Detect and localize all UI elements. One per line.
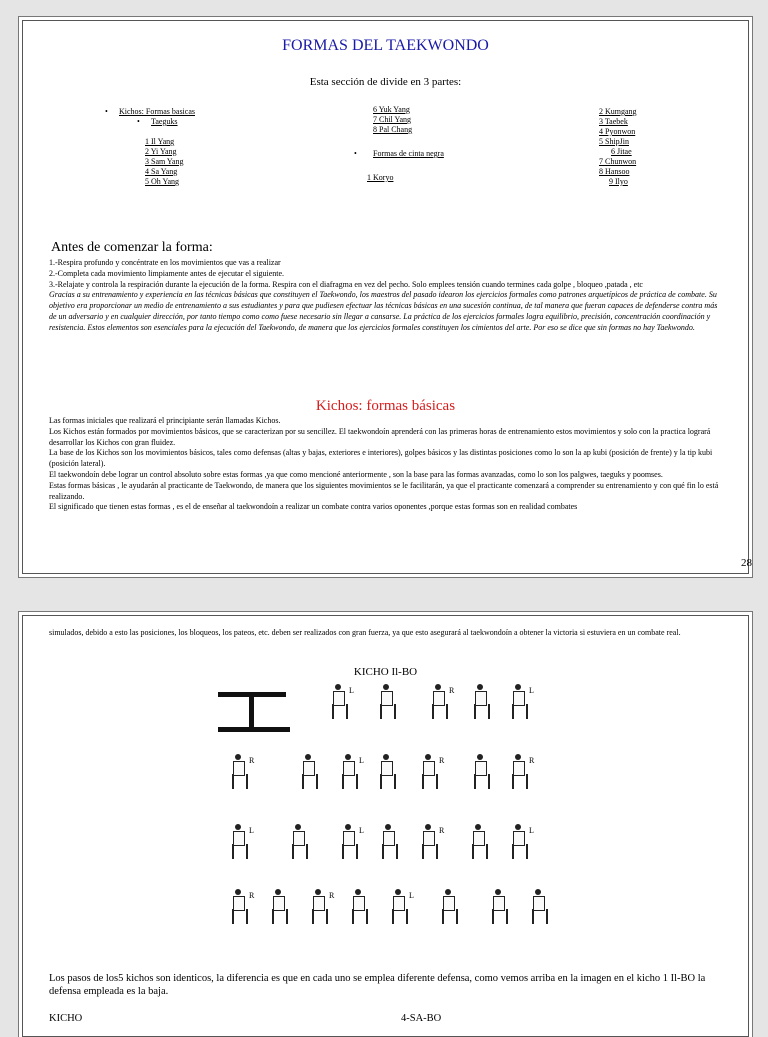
- kichos-heading: Kichos: formas básicas: [315, 398, 456, 414]
- link-yuk-yang[interactable]: 6 Yuk Yang: [373, 105, 410, 114]
- link-il-yang[interactable]: 1 Il Yang: [145, 137, 175, 146]
- link-kumgang[interactable]: 2 Kumgang: [599, 107, 637, 116]
- taekwondo-figure-icon: [351, 889, 365, 925]
- link-sa-yang[interactable]: 4 Sa Yang: [145, 167, 178, 176]
- link-kichos[interactable]: • Kichos: Formas basicas: [119, 107, 195, 117]
- link-chunwon[interactable]: 7 Chunwon: [599, 157, 637, 166]
- kichos-p4: El taekwondoín debe lograr un control absoluto sobre estas formas ,ya que como mencioné anteriormente , son la base para las formas avanzadas, como lo son los palgwes, taeguks y poomses.: [49, 469, 663, 479]
- taekwondo-figure-icon: [471, 824, 485, 860]
- kichos-p2: Los Kichos están formados por movimientos básicos, que se caracterizan por su sencillez. El taekwondoín aprenderá con las primeras horas de entrenamiento estos movimientos y solo con la practica logrará desarrollar los Kichos con gran fluidez.: [49, 426, 711, 447]
- direction-letter: R: [439, 826, 445, 835]
- link-pyonwon[interactable]: 4 Pyonwon: [599, 127, 636, 136]
- kichos-p1: Las formas iniciales que realizará el principiante serán llamadas Kichos.: [49, 416, 281, 425]
- direction-letter: R: [529, 756, 535, 765]
- taekwondo-figure-icon: [379, 684, 393, 720]
- step-1: 1.-Respira profundo y concéntrate en los movimientos que vas a realizar: [49, 258, 281, 267]
- taekwondo-figure-icon: [531, 889, 545, 925]
- step-3: 3.-Relajate y controla la respiración durante la ejecución de la forma. Respira con el diafragma en vez del pecho. Solo emplees tensión cuando termines cada golpe , bloqueo ,patada , etc: [49, 279, 643, 289]
- taekwondo-figure-icon: [291, 824, 305, 860]
- before-heading: Antes de comenzar la forma:: [51, 240, 213, 255]
- document-page-1: [22, 20, 749, 574]
- kichos-block: [49, 416, 721, 513]
- link-hansoo[interactable]: 8 Hansoo: [599, 167, 630, 176]
- link-sam-yang[interactable]: 3 Sam Yang: [145, 157, 184, 166]
- taekwondo-figure-icon: [473, 684, 487, 720]
- step-2: 2.-Completa cada movimiento limpiamente antes de ejecutar el siguiente.: [49, 268, 285, 278]
- page-title: FORMAS DEL TAEKWONDO: [282, 37, 489, 54]
- bottom-left-label: KICHO: [49, 1013, 83, 1024]
- kichos-p5: Estas formas básicas , le ayudarán al practicante de Taekwondo, de manera que los siguientes movimientos se le facilitarán, ya que el practicante comenzará a comprender su entrenamiento y con qué fin lo está realizando.: [49, 480, 719, 501]
- taekwondo-figure-icon: [421, 824, 435, 860]
- taekwondo-figure-icon: [231, 754, 245, 790]
- figure-title: KICHO Il-BO: [353, 666, 418, 678]
- bottom-paragraph: Los pasos de los5 kichos son identicos, la diferencia es que en cada uno se emplea diferente defensa, como vemos arriba en la imagen en el kicho 1 Il-BO la defensa empleada es la baja.: [49, 973, 706, 997]
- steps-block: [49, 258, 721, 334]
- taekwondo-figure-icon: [301, 754, 315, 790]
- taekwondo-figure-icon: [431, 684, 445, 720]
- taekwondo-figure-icon: [511, 754, 525, 790]
- taekwondo-figure-icon: [379, 754, 393, 790]
- col3-list: [599, 107, 637, 187]
- bullet-dot: •: [354, 149, 357, 158]
- direction-letter: R: [439, 756, 445, 765]
- kichos-p6: El significado que tienen estas formas , es el de enseñar al taekwondoín a realizar un combate contra varios oponentes ,porque estas formas son en realidad combates: [49, 502, 578, 512]
- link-oh-yang[interactable]: 5 Oh Yang: [145, 177, 180, 186]
- taekwondo-figure-icon: [473, 754, 487, 790]
- direction-letter: L: [359, 756, 364, 765]
- direction-letter: L: [529, 686, 534, 695]
- direction-letter: L: [359, 826, 364, 835]
- taekwondo-figure-icon: [231, 889, 245, 925]
- direction-letter: L: [349, 686, 354, 695]
- document-page-2: [22, 615, 749, 1037]
- taekwondo-figure-icon: [341, 824, 355, 860]
- direction-letter: R: [249, 756, 255, 765]
- taekwondo-figure-icon: [441, 889, 455, 925]
- link-yi-yang[interactable]: 2 Yi Yang: [145, 147, 177, 156]
- page-number: 28: [741, 557, 752, 569]
- kicho-figure-diagram: [211, 684, 581, 964]
- taekwondo-figure-icon: [231, 824, 245, 860]
- link-pal-chang[interactable]: 8 Pal Chang: [373, 125, 413, 134]
- link-taebek[interactable]: 3 Taebek: [599, 117, 628, 126]
- taekwondo-figure-icon: [381, 824, 395, 860]
- link-koryo[interactable]: 1 Koryo: [367, 173, 394, 182]
- kichos-p3: La base de los Kichos son los movimientos básicos, tales como defensas (altas y bajas, exteriores e interiores), golpes básicos y las distintas posiciones como lo son la ap kubi (posición de frente) y la tip kubi (posición lateral).: [49, 448, 713, 469]
- taekwondo-figure-icon: [311, 889, 325, 925]
- section-subtitle: Esta sección de divide en 3 partes:: [309, 76, 462, 88]
- col1-list: [119, 107, 195, 187]
- taekwondo-figure-icon: [511, 684, 525, 720]
- italic-paragraph: Gracias a su entrenamiento y experiencia en las técnicas básicas que constituyen el Taekwondo, los maestros del pasado idearon los ejercicios formales como patrones arquetípicos de práctica de combate. Su objetivo era proporcionar un medio de entrenamiento a sus estudiantes y para que pudiesen efectuar las técnicas básicas en una sucesión continua, de tal manera que fueran capaces de defenderse contra más de un adversario y en cualquier dirección, por tanto tiempo como como fuese necesario sin llegar a cansarse. La práctica de los ejercicios formales logra equilibrio, precisión, concentración coordinación y resistencia. Estos elementos son esenciales para la ejecución del Taekwondo, de manera que los ejercicios formales constituyen los cimientos del arte. Por eso se dice que sin formas no hay Taekwondo.: [49, 290, 718, 332]
- direction-letter: R: [449, 686, 455, 695]
- bottom-right-label: 4-SA-BO: [401, 1013, 442, 1024]
- link-ilyo[interactable]: 9 Ilyo: [609, 177, 628, 186]
- direction-letter: R: [249, 891, 255, 900]
- taekwondo-figure-icon: [331, 684, 345, 720]
- direction-letter: L: [249, 826, 254, 835]
- taekwondo-figure-icon: [511, 824, 525, 860]
- continuation-text: simulados, debido a esto las posiciones, los bloqueos, los pateos, etc. deben ser realizados con gran fuerza, ya que esto asegurará al taekwondoín a obtener la victoria si estuviera en un combate real.: [49, 628, 681, 637]
- link-chil-yang[interactable]: 7 Chil Yang: [373, 115, 412, 124]
- link-formas-cinta-negra[interactable]: Formas de cinta negra: [373, 149, 444, 158]
- taekwondo-figure-icon: [341, 754, 355, 790]
- taekwondo-figure-icon: [421, 754, 435, 790]
- direction-letter: L: [409, 891, 414, 900]
- taekwondo-figure-icon: [391, 889, 405, 925]
- direction-letter: L: [529, 826, 534, 835]
- col2-list: [354, 105, 444, 183]
- link-taeguks[interactable]: • Taeguks: [151, 117, 195, 127]
- taekwondo-figure-icon: [271, 889, 285, 925]
- link-jitae[interactable]: 6 Jitae: [611, 147, 632, 156]
- taekwondo-figure-icon: [491, 889, 505, 925]
- direction-letter: R: [329, 891, 335, 900]
- link-shipjin[interactable]: 5 ShipJin: [599, 137, 630, 146]
